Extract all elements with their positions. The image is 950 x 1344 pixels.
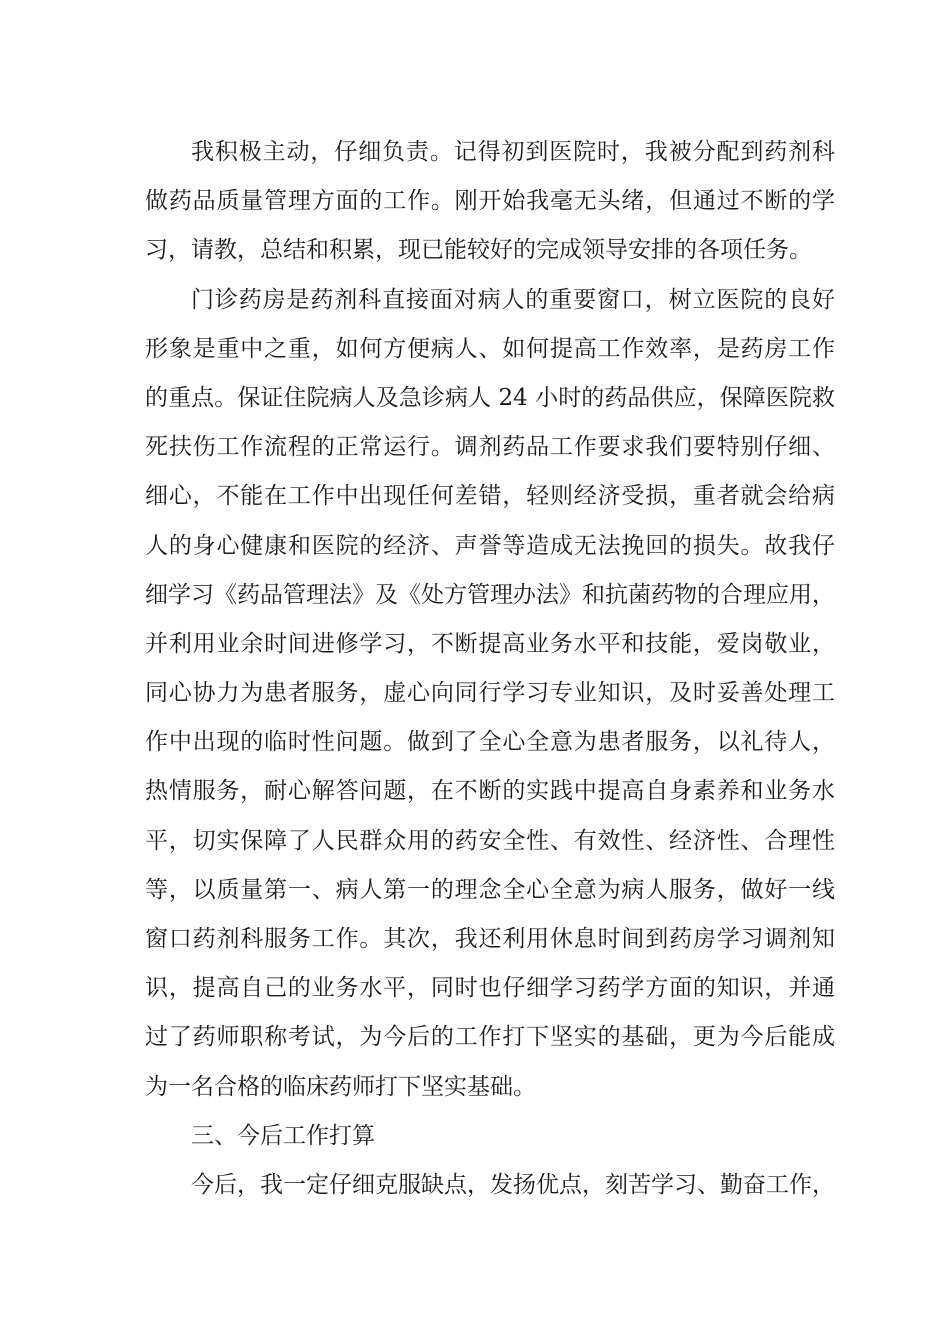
text-line: 死扶伤工作流程的正常运行。调剂药品工作要求我们要特别仔细、 <box>145 434 835 461</box>
text-line: 热情服务，耐心解答问题，在不断的实践中提高自身素养和业务水 <box>145 778 835 805</box>
section-heading <box>145 1112 835 1161</box>
text-line: 今后，我一定仔细克服缺点，发扬优点，刻苦学习、勤奋工作， <box>191 1171 835 1198</box>
text-line: 为一名合格的临床药师打下坚实基础。 <box>145 1073 536 1100</box>
text-line: 我积极主动，仔细负责。记得初到医院时，我被分配到药剂科 <box>191 139 835 165</box>
text-line: 作中出现的临时性问题。做到了全心全意为患者服务，以礼待人， <box>145 729 835 756</box>
text-line: 等，以质量第一、病人第一的理念全心全意为病人服务，做好一线 <box>145 876 835 903</box>
text-line: 细学习《药品管理法》及《处方管理办法》和抗菌药物的合理应用， <box>145 581 835 608</box>
text-line: 习，请教，总结和积累，现已能较好的完成领导安排的各项任务。 <box>145 237 812 264</box>
text-line: 的重点。保证住院病人及急诊病人 24 小时的药品供应，保障医院救 <box>145 384 835 411</box>
paragraph <box>145 128 835 276</box>
paragraph <box>145 1161 835 1210</box>
text-line: 窗口药剂科服务工作。其次，我还利用休息时间到药房学习调剂知 <box>145 926 835 952</box>
text-line: 细心，不能在工作中出现任何差错，轻则经济受损，重者就会给病 <box>145 483 835 510</box>
paragraph <box>145 276 835 1112</box>
document-body <box>145 128 835 1210</box>
text-line: 人的身心健康和医院的经济、声誉等造成无法挽回的损失。故我仔 <box>145 532 835 559</box>
text-line: 形象是重中之重，如何方便病人、如何提高工作效率，是药房工作 <box>145 335 835 362</box>
heading-line: 三、今后工作打算 <box>191 1122 375 1149</box>
text-line: 做药品质量管理方面的工作。刚开始我毫无头绪，但通过不断的学 <box>145 188 835 215</box>
text-line: 过了药师职称考试，为今后的工作打下坚实的基础，更为今后能成 <box>145 1024 835 1051</box>
text-line: 同心协力为患者服务，虚心向同行学习专业知识，及时妥善处理工 <box>145 680 835 707</box>
text-line: 门诊药房是药剂科直接面对病人的重要窗口，树立医院的良好 <box>191 286 835 313</box>
text-line: 识，提高自己的业务水平，同时也仔细学习药学方面的知识，并通 <box>145 975 835 1002</box>
text-line: 并利用业余时间进修学习，不断提高业务水平和技能，爱岗敬业， <box>145 630 835 657</box>
text-line: 平，切实保障了人民群众用的药安全性、有效性、经济性、合理性 <box>145 827 835 854</box>
